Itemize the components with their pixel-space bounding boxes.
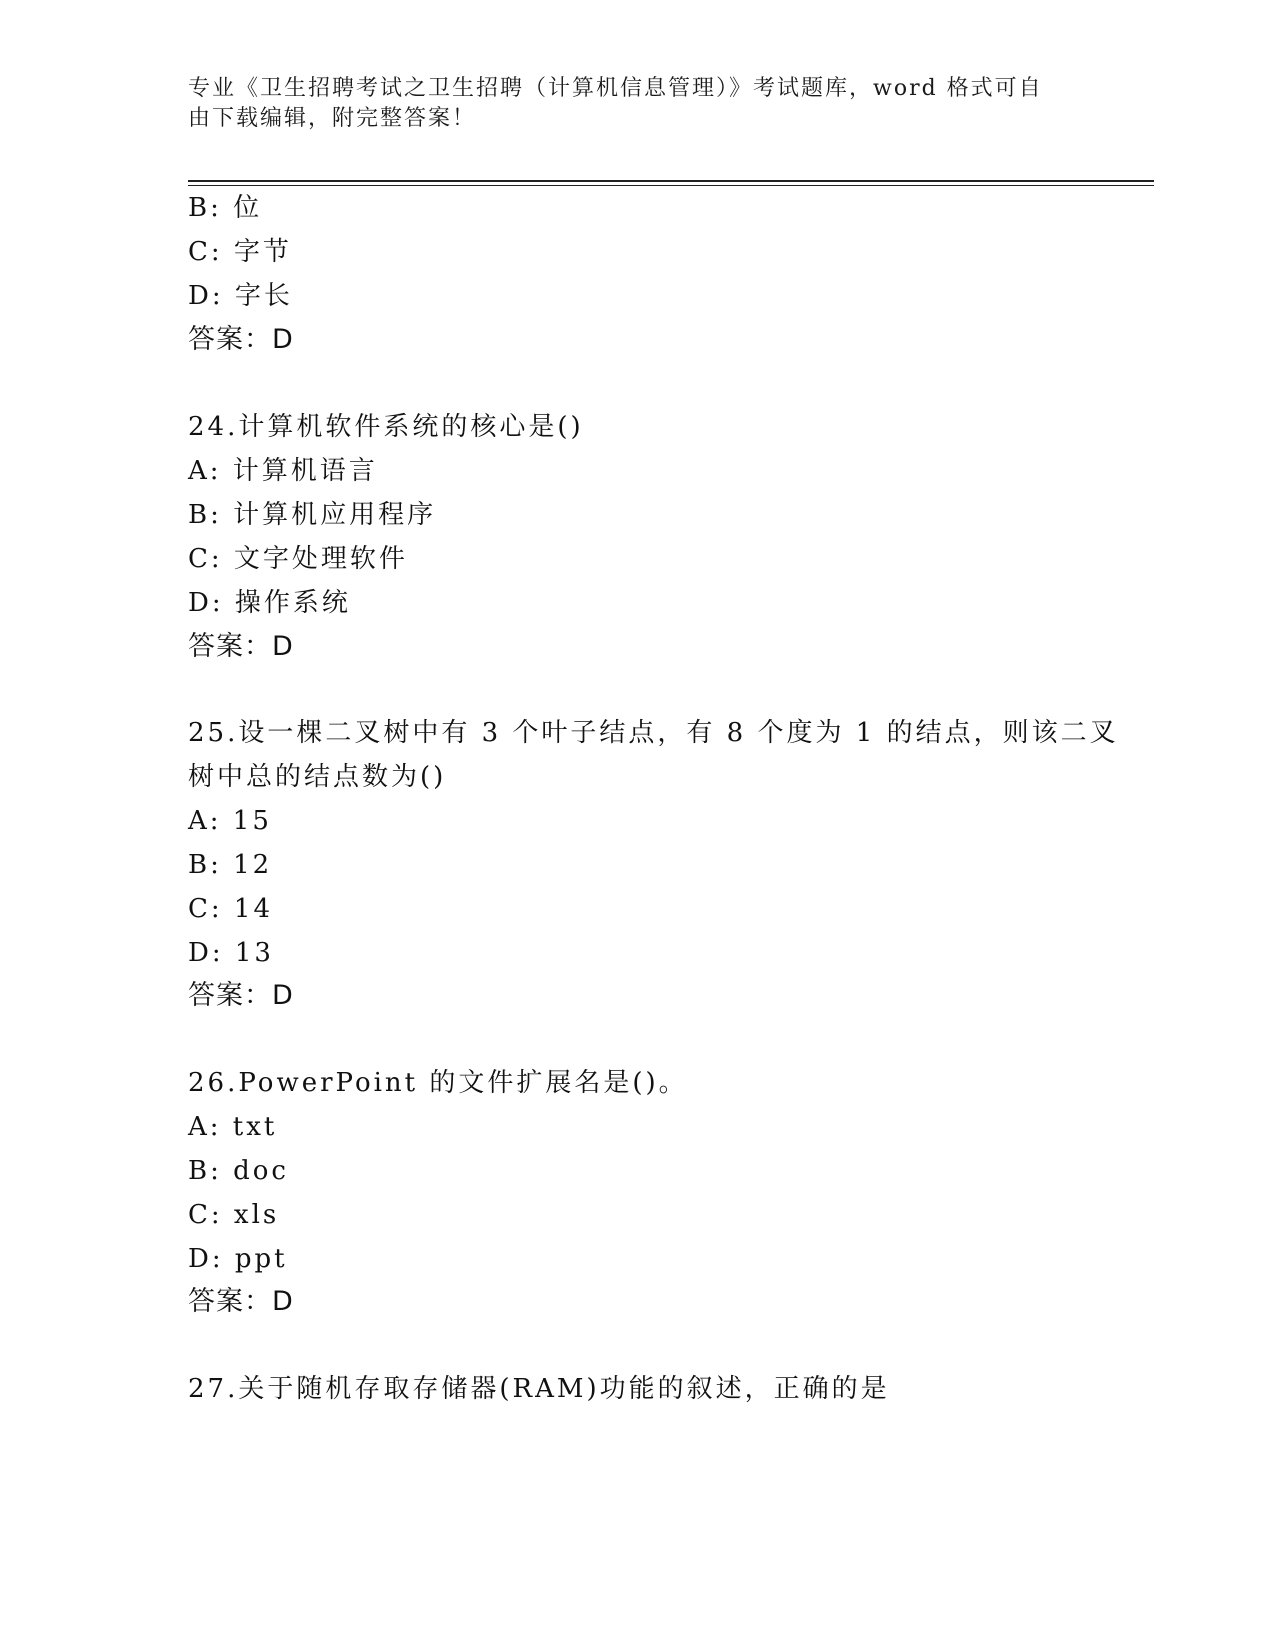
option-c: C: xls (188, 1200, 280, 1230)
header-divider-thick (188, 180, 1154, 182)
option-d: D: 操作系统 (188, 588, 351, 618)
answer-text: 答案：D (188, 324, 294, 355)
option-d: D: ppt (188, 1244, 288, 1274)
option-a: A: txt (188, 1112, 278, 1142)
answer-text: 答案：D (188, 980, 294, 1011)
option-d: D: 13 (188, 938, 274, 968)
answer-text: 答案：D (188, 631, 294, 662)
option-c: C: 14 (188, 894, 274, 924)
option-b: B: 计算机应用程序 (188, 500, 437, 530)
question-stem-continued: 树中总的结点数为() (188, 762, 447, 792)
option-d: D: 字长 (188, 281, 293, 311)
question-stem: 25.设一棵二叉树中有 3 个叶子结点，有 8 个度为 1 的结点，则该二叉 (188, 718, 1119, 748)
document-header (188, 74, 1088, 134)
header-line-2: 由下载编辑，附完整答案！ (188, 106, 477, 131)
option-b: B: 12 (188, 850, 273, 880)
question-stem: 27.关于随机存取存储器(RAM)功能的叙述，正确的是 (188, 1374, 890, 1404)
answer-text: 答案：D (188, 1286, 294, 1317)
question-stem: 26.PowerPoint 的文件扩展名是()。 (188, 1068, 688, 1098)
option-c: C: 字节 (188, 237, 292, 267)
question-stem: 24.计算机软件系统的核心是() (188, 412, 584, 442)
option-b: B: doc (188, 1156, 289, 1186)
option-c: C: 文字处理软件 (188, 544, 408, 574)
option-a: A: 15 (188, 806, 272, 836)
header-divider-thin (188, 185, 1154, 186)
header-line-1: 专业《卫生招聘考试之卫生招聘（计算机信息管理）》考试题库，word 格式可自 (188, 76, 1043, 101)
option-a: A: 计算机语言 (188, 456, 378, 486)
option-b: B: 位 (188, 193, 263, 223)
